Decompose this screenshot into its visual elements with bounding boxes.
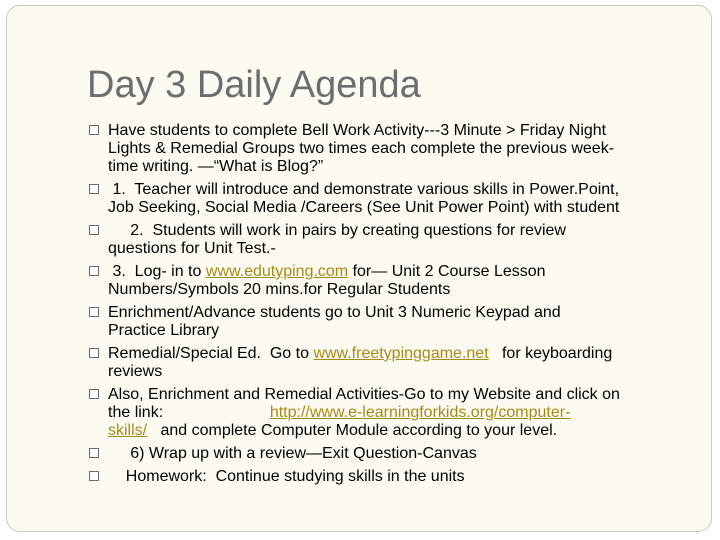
bullet-item [89, 304, 709, 340]
bullet-line [108, 281, 709, 299]
bullet-text: 2. Students will work in pairs by creating questions for review [108, 222, 566, 239]
square-bullet-icon [89, 225, 99, 235]
square-bullet-icon [89, 184, 99, 194]
hyperlink[interactable]: www.freetypinggame.net [313, 345, 489, 362]
bullet-item [89, 386, 709, 440]
bullet-list [89, 122, 709, 486]
bullet-text: Job Seeking, Social Media /Careers (See Unit Power Point) with student [108, 199, 620, 216]
square-bullet-icon [89, 448, 99, 458]
bullet-line [108, 468, 709, 486]
square-bullet-icon [89, 266, 99, 276]
bullet-line [108, 386, 709, 404]
bullet-line [108, 240, 709, 258]
bullet-line [108, 140, 709, 158]
bullet-text: Homework: Continue studying skills in the units [108, 468, 465, 485]
bullet-text: Practice Library [108, 322, 220, 339]
bullet-item [89, 468, 709, 486]
slide-title: Day 3 Daily Agenda [87, 64, 421, 106]
bullet-line [108, 445, 709, 463]
bullet-item [89, 222, 709, 258]
bullet-text: reviews [108, 363, 163, 380]
bullet-line [108, 404, 709, 422]
bullet-line [108, 122, 709, 140]
bullet-text: the link: [108, 404, 270, 421]
bullet-text: Lights & Remedial Groups two times each complete the previous week- [108, 140, 615, 157]
bullet-line [108, 158, 709, 176]
bullet-line [108, 322, 709, 340]
bullet-item [89, 445, 709, 463]
hyperlink[interactable]: skills/ [108, 422, 148, 439]
square-bullet-icon [89, 307, 99, 317]
bullet-item [89, 122, 709, 176]
bullet-text: for keyboarding [488, 345, 613, 362]
square-bullet-icon [89, 348, 99, 358]
bullet-text: 6) Wrap up with a review—Exit Question-Canvas [108, 445, 477, 462]
bullet-item [89, 263, 709, 299]
bullet-line [108, 345, 709, 363]
bullet-text: Also, Enrichment and Remedial Activities-Go to my Website and click on [108, 386, 620, 403]
bullet-text: Enrichment/Advance students go to Unit 3 Numeric Keypad and [108, 304, 561, 321]
bullet-text: Remedial/Special Ed. Go to [108, 345, 314, 362]
hyperlink[interactable]: www.edutyping.com [205, 263, 349, 280]
slide [6, 5, 712, 532]
bullet-item [89, 345, 709, 381]
bullet-line [108, 199, 709, 217]
square-bullet-icon [89, 125, 99, 135]
square-bullet-icon [89, 389, 99, 399]
bullet-line [108, 263, 709, 281]
bullet-text: and complete Computer Module according to your level. [147, 422, 558, 439]
bullet-text: Numbers/Symbols 20 mins.for Regular Students [108, 281, 451, 298]
bullet-line [108, 422, 709, 440]
bullet-text: time writing. —“What is Blog?” [108, 158, 324, 175]
bullet-text: 1. Teacher will introduce and demonstrate various skills in Power.Point, [108, 181, 620, 198]
hyperlink[interactable]: http://www.e-learningforkids.org/computer- [269, 404, 571, 421]
bullet-line [108, 304, 709, 322]
bullet-line [108, 222, 709, 240]
bullet-text: questions for Unit Test.- [108, 240, 276, 257]
bullet-text: 3. Log- in to [108, 263, 206, 280]
bullet-line [108, 363, 709, 381]
bullet-line [108, 181, 709, 199]
bullet-text: for— Unit 2 Course Lesson [348, 263, 546, 280]
square-bullet-icon [89, 471, 99, 481]
bullet-text: Have students to complete Bell Work Activity---3 Minute > Friday Night [108, 122, 607, 139]
bullet-item [89, 181, 709, 217]
